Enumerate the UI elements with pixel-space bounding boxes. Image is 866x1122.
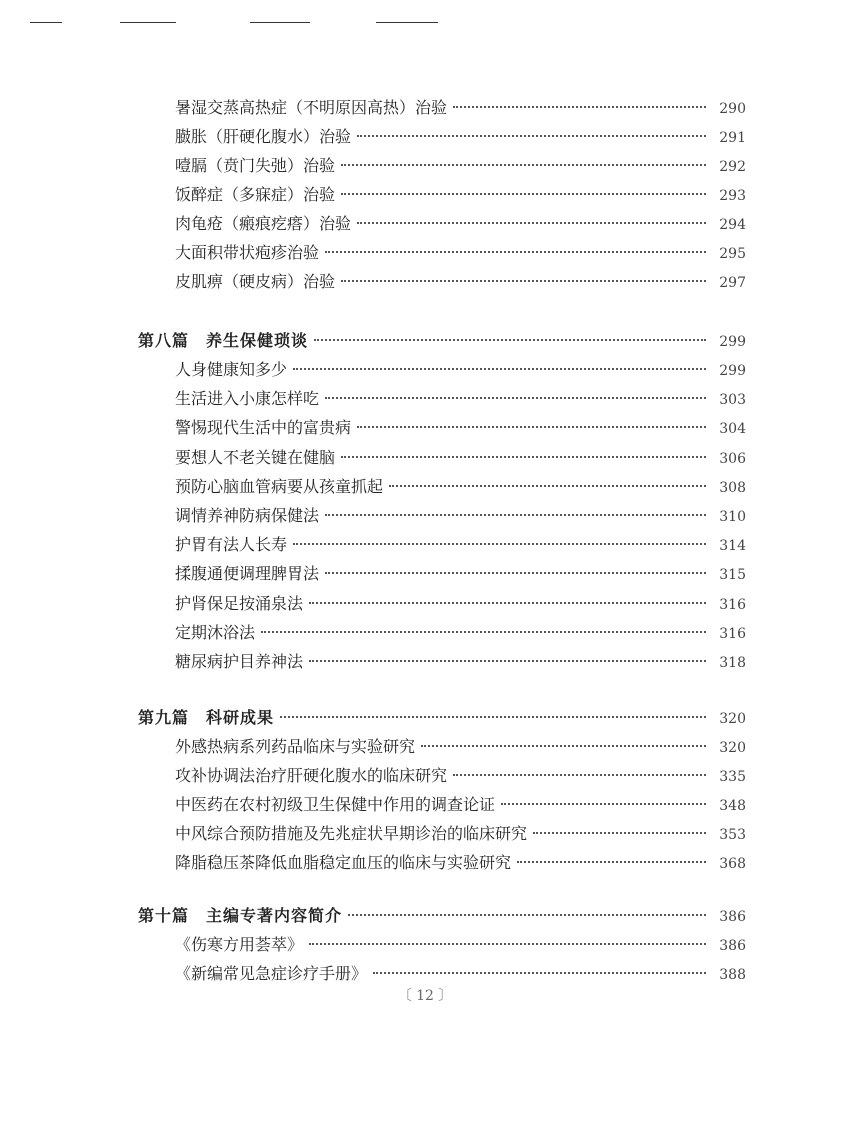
- toc-part-heading[interactable]: [138, 703, 746, 732]
- toc-entry[interactable]: [138, 848, 746, 877]
- dot-leader: [309, 943, 706, 945]
- toc-entry-title: 肉龟疮（瘢痕疙瘩）治验: [175, 214, 352, 233]
- dot-leader: [325, 514, 706, 516]
- toc-entry[interactable]: [138, 238, 746, 267]
- toc-entry-title: 调情养神防病保健法: [175, 505, 320, 525]
- toc-entry-page: 306: [719, 450, 746, 467]
- toc-entry-title: 定期沐浴法: [175, 622, 256, 642]
- toc-entry-page: 314: [719, 538, 746, 555]
- toc-entry-title: 《新编常见急症诊疗手册》: [175, 964, 368, 983]
- toc-entry-page: 294: [719, 217, 746, 233]
- toc-entry-page: 386: [719, 909, 746, 925]
- toc-entry[interactable]: [138, 355, 746, 384]
- dot-leader: [453, 106, 706, 108]
- toc-entry-page: 316: [719, 596, 746, 613]
- toc-entry[interactable]: [138, 647, 746, 676]
- toc-entry-title: 外感热病系列药品临床与实验研究: [175, 737, 416, 756]
- toc-entry-page: 386: [719, 938, 746, 954]
- toc-entry[interactable]: [138, 180, 746, 209]
- header-rule: [30, 22, 62, 23]
- dot-leader: [421, 745, 706, 747]
- dot-leader: [357, 222, 706, 224]
- toc-entry-title: 第九篇 科研成果: [138, 708, 275, 727]
- dot-leader: [453, 774, 706, 776]
- dot-leader: [341, 193, 706, 195]
- toc-entry-page: 310: [719, 508, 746, 525]
- toc-entry-title: 降脂稳压茶降低血脂稳定血压的临床与实验研究: [175, 853, 512, 872]
- dot-leader: [325, 397, 706, 399]
- toc-entry[interactable]: [138, 209, 746, 238]
- toc-entry-page: 293: [719, 188, 746, 204]
- dot-leader: [341, 164, 706, 166]
- toc-entry[interactable]: [138, 819, 746, 848]
- toc-entry-title: 护肾保足按涌泉法: [175, 593, 304, 613]
- toc-group-7-continued: [138, 93, 746, 296]
- dot-leader: [389, 485, 706, 487]
- toc-entry[interactable]: [138, 732, 746, 761]
- toc-entry[interactable]: [138, 413, 746, 442]
- toc-entry-title: 护胃有法人长寿: [175, 535, 288, 555]
- dot-leader: [293, 368, 706, 370]
- toc-entry-page: 335: [719, 769, 746, 785]
- dot-leader: [373, 972, 706, 974]
- dot-leader: [309, 602, 706, 604]
- toc-entry[interactable]: [138, 790, 746, 819]
- toc-entry[interactable]: [138, 122, 746, 151]
- toc-entry-page: 348: [719, 798, 746, 814]
- toc-entry-page: 292: [719, 159, 746, 175]
- toc-entry-page: 353: [719, 827, 746, 843]
- toc-entry-page: 299: [719, 334, 746, 350]
- toc-entry[interactable]: [138, 151, 746, 180]
- toc-part-heading[interactable]: [138, 901, 746, 930]
- toc-entry-page: 297: [719, 275, 746, 291]
- toc-entry[interactable]: [138, 559, 746, 588]
- toc-entry-title: 臌胀（肝硬化腹水）治验: [175, 127, 352, 146]
- toc-entry[interactable]: [138, 930, 746, 959]
- toc-entry-title: 皮肌痹（硬皮病）治验: [175, 272, 336, 291]
- dot-leader: [341, 456, 706, 458]
- toc-group-part-10: [138, 901, 746, 988]
- toc-group-part-8: [138, 326, 746, 676]
- page-number: 〔 12 〕: [397, 988, 453, 1004]
- toc-entry-page: 315: [719, 567, 746, 584]
- toc-entry[interactable]: [138, 472, 746, 501]
- toc-entry-title: 第十篇 主编专著内容简介: [138, 906, 343, 925]
- toc-entry[interactable]: [138, 618, 746, 647]
- toc-entry-page: 299: [719, 363, 746, 379]
- toc-entry-page: 320: [719, 711, 746, 727]
- header-rule: [250, 22, 310, 23]
- toc-entry-title: 要想人不老关键在健脑: [175, 447, 336, 467]
- header-rule: [120, 22, 176, 23]
- dot-leader: [261, 631, 706, 633]
- toc-entry-page: 308: [719, 479, 746, 496]
- dot-leader: [309, 660, 706, 662]
- toc-entry-title: 揉腹通便调理脾胃法: [175, 564, 320, 584]
- dot-leader: [341, 280, 706, 282]
- dot-leader: [314, 339, 706, 341]
- dot-leader: [517, 861, 706, 863]
- dot-leader: [348, 914, 706, 916]
- toc-entry[interactable]: [138, 384, 746, 413]
- toc-entry-title: 中风综合预防措施及先兆症状早期诊治的临床研究: [175, 824, 528, 843]
- toc-entry-page: 291: [719, 130, 746, 146]
- dot-leader: [357, 135, 706, 137]
- dot-leader: [325, 251, 706, 253]
- toc-entry-page: 295: [719, 246, 746, 262]
- toc-entry-title: 警惕现代生活中的富贵病: [175, 418, 352, 438]
- toc-entry[interactable]: [138, 267, 746, 296]
- dot-leader: [501, 803, 706, 805]
- dot-leader: [533, 832, 706, 834]
- toc-entry-page: 388: [719, 967, 746, 983]
- toc-entry[interactable]: [138, 93, 746, 122]
- toc-entry[interactable]: [138, 443, 746, 472]
- toc-entry-title: 人身健康知多少: [175, 360, 288, 379]
- header-rule: [376, 22, 438, 23]
- toc-entry-title: 攻补协调法治疗肝硬化腹水的临床研究: [175, 766, 448, 785]
- dot-leader: [293, 543, 706, 545]
- toc-entry[interactable]: [138, 589, 746, 618]
- toc-entry[interactable]: [138, 501, 746, 530]
- toc-entry-page: 318: [719, 654, 746, 671]
- dot-leader: [357, 426, 706, 428]
- toc-part-heading[interactable]: [138, 326, 746, 355]
- toc-entry-title: 饭醉症（多寐症）治验: [175, 185, 336, 204]
- toc-entry-title: 生活进入小康怎样吃: [175, 389, 320, 409]
- toc-entry-title: 第八篇 养生保健琐谈: [138, 331, 309, 350]
- toc-entry-page: 290: [719, 101, 746, 117]
- toc-entry-page: 320: [719, 740, 746, 756]
- dot-leader: [325, 572, 706, 574]
- toc-entry-page: 304: [719, 421, 746, 438]
- toc-entry-title: 《伤寒方用荟萃》: [175, 935, 304, 954]
- toc-group-part-9: [138, 703, 746, 877]
- toc-entry-page: 303: [719, 392, 746, 409]
- toc-entry-title: 中医药在农村初级卫生保健中作用的调查论证: [175, 795, 496, 814]
- toc-entry-title: 糖尿病护目养神法: [175, 651, 304, 671]
- toc-entry[interactable]: [138, 761, 746, 790]
- toc-entry-page: 316: [719, 625, 746, 642]
- dot-leader: [280, 716, 706, 718]
- toc-entry-title: 噎膈（贲门失弛）治验: [175, 156, 336, 175]
- toc-entry[interactable]: [138, 530, 746, 559]
- toc-entry[interactable]: [138, 959, 746, 988]
- toc-entry-title: 大面积带状疱疹治验: [175, 243, 320, 262]
- toc-entry-title: 暑湿交蒸高热症（不明原因高热）治验: [175, 98, 448, 117]
- toc-entry-title: 预防心脑血管病要从孩童抓起: [175, 476, 384, 496]
- toc-entry-page: 368: [719, 856, 746, 872]
